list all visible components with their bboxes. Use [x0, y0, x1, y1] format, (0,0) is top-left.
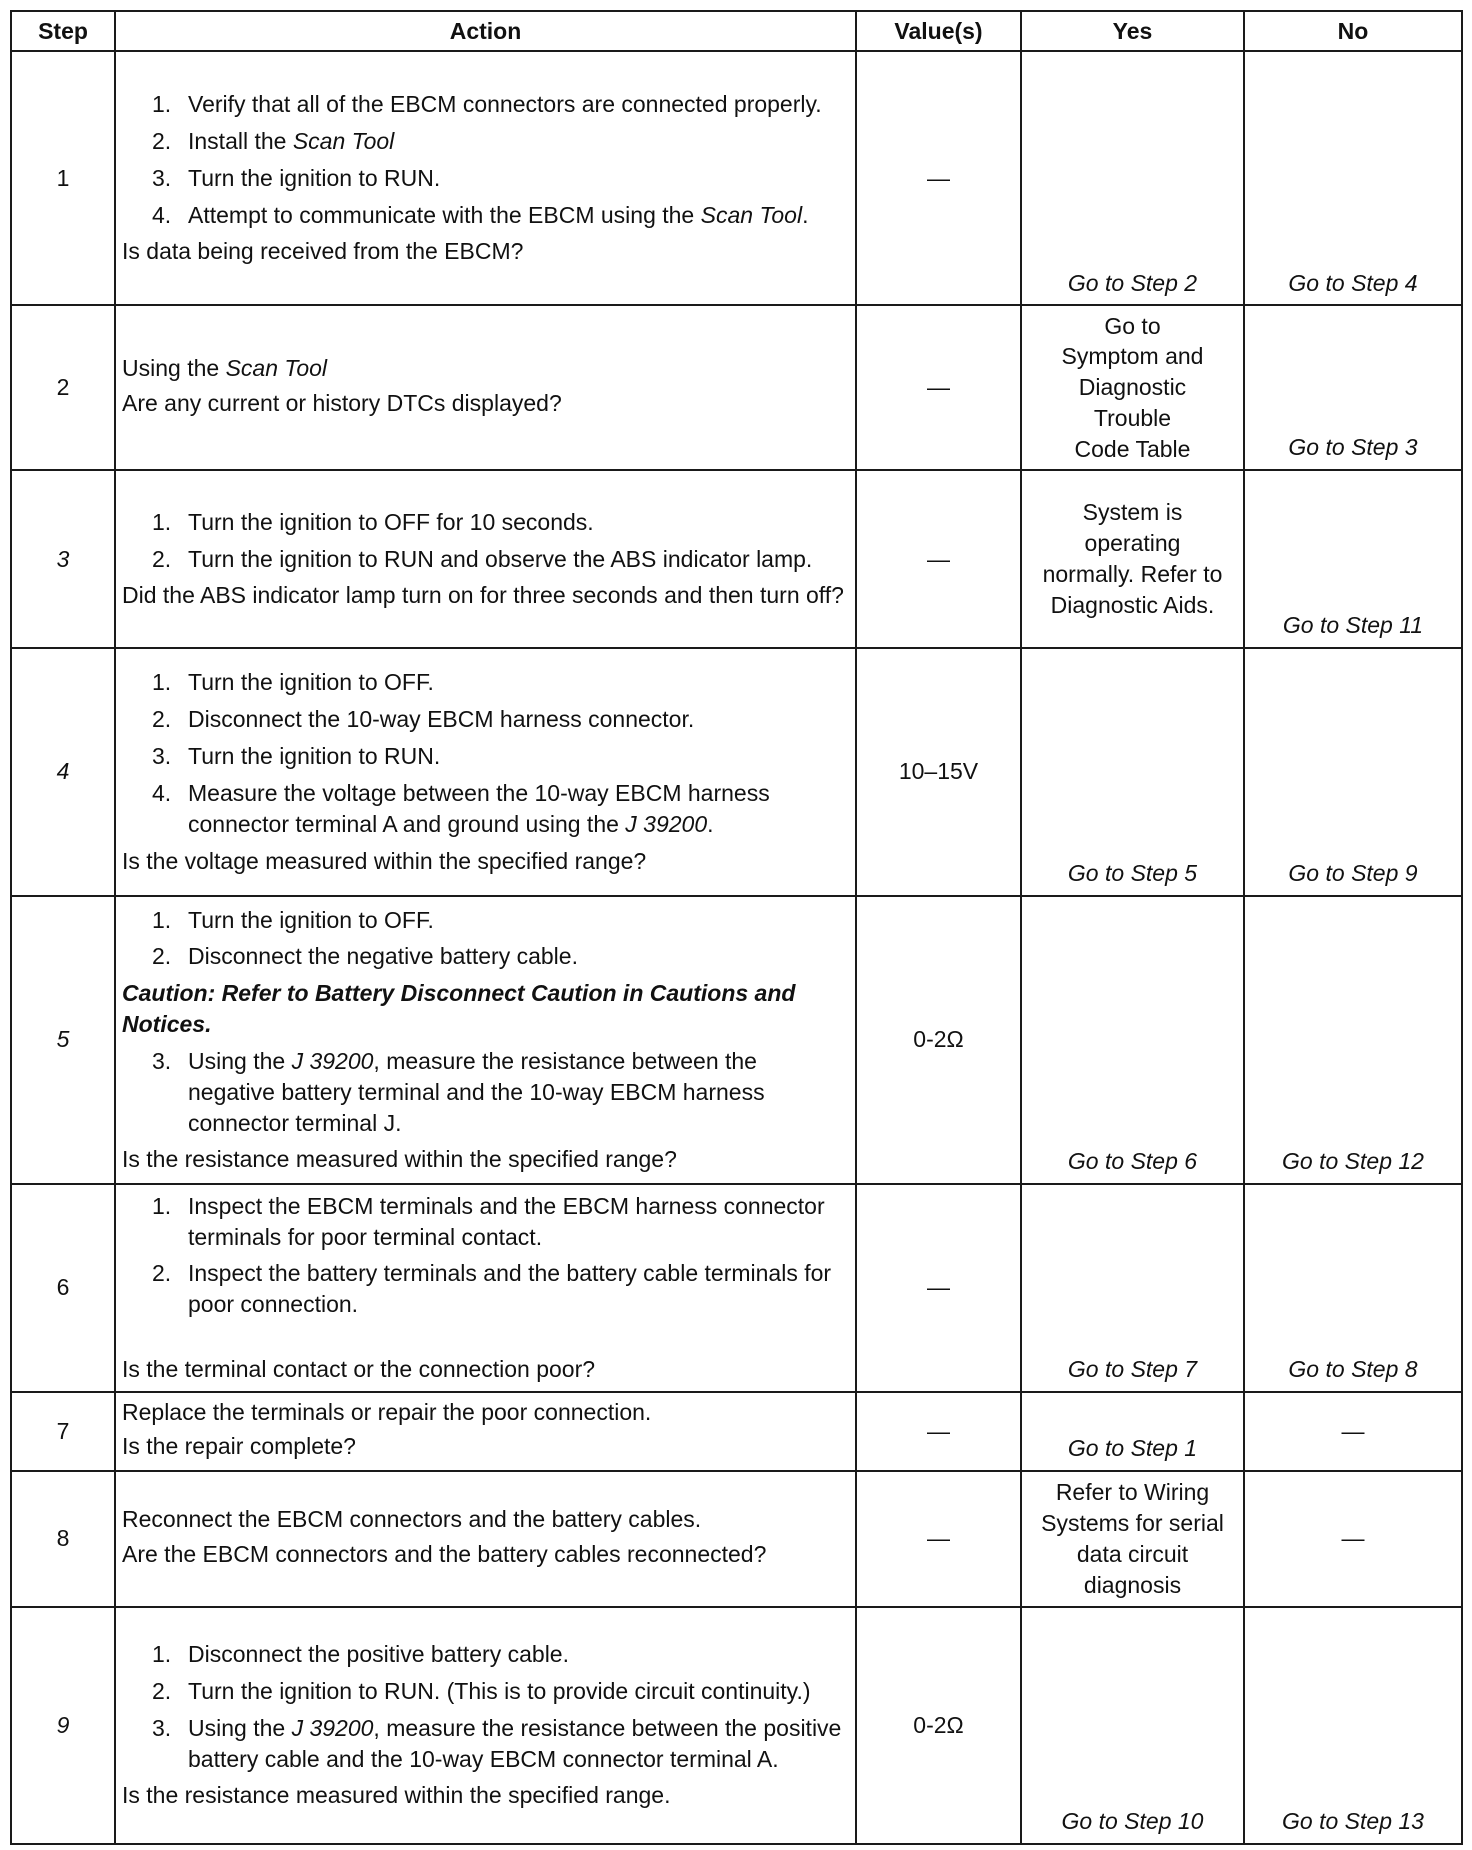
yes-cell: Go to Step 6: [1021, 896, 1244, 1185]
action-cell: Replace the terminals or repair the poor connection. Is the repair complete?: [115, 1392, 856, 1472]
no-cell: Go to Step 12: [1244, 896, 1462, 1185]
step-number: 4: [11, 648, 115, 895]
list-item: 4. Attempt to communicate with the EBCM using the Scan Tool.: [152, 201, 809, 228]
header-row: [11, 11, 1462, 51]
value-cell: 0-2Ω: [856, 1607, 1021, 1844]
value-cell: —: [856, 1184, 1021, 1391]
no-cell: Go to Step 8: [1244, 1184, 1462, 1391]
question: Is the repair complete?: [122, 1433, 356, 1460]
action-cell: [115, 648, 856, 895]
caution-note: Caution: Refer to Battery Disconnect Caution in Cautions and Notices.: [122, 980, 796, 1038]
action-cell: [115, 470, 856, 648]
header-action: Action: [115, 11, 856, 51]
no-cell: Go to Step 4: [1244, 51, 1462, 305]
step-number: 6: [11, 1184, 115, 1391]
question: Is the voltage measured within the specified range?: [122, 847, 647, 874]
step-number: 9: [11, 1607, 115, 1844]
no-cell: —: [1244, 1471, 1462, 1606]
value-cell: —: [856, 470, 1021, 648]
header-yes: Yes: [1021, 11, 1244, 51]
yes-cell: Go to Step 5: [1021, 648, 1244, 895]
action-cell: [115, 1607, 856, 1844]
action-cell: [115, 51, 856, 305]
question: Is the resistance measured within the specified range.: [122, 1782, 671, 1809]
step-number: 5: [11, 896, 115, 1185]
header-no: No: [1244, 11, 1462, 51]
list-item: 3. Turn the ignition to RUN.: [152, 743, 441, 770]
yes-cell: Go to Step 2: [1021, 51, 1244, 305]
yes-cell: Go to Step 7: [1021, 1184, 1244, 1391]
value-cell: —: [856, 51, 1021, 305]
question: Are the EBCM connectors and the battery cables reconnected?: [122, 1540, 767, 1567]
step-number: 7: [11, 1392, 115, 1472]
action-cell: Using the Scan Tool Are any current or history DTCs displayed?: [115, 305, 856, 469]
no-cell: Go to Step 9: [1244, 648, 1462, 895]
list-item: 3. Turn the ignition to RUN.: [152, 164, 441, 191]
list-item: 2. Disconnect the negative battery cable.: [152, 943, 578, 970]
yes-cell: Go to Step 1: [1021, 1392, 1244, 1472]
yes-cell: System is operating normally. Refer to Diagnostic Aids.: [1021, 470, 1244, 648]
value-cell: 0-2Ω: [856, 896, 1021, 1185]
value-cell: —: [856, 1392, 1021, 1472]
table-row: [11, 305, 1462, 469]
value-cell: —: [856, 1471, 1021, 1606]
question: Is the resistance measured within the specified range?: [122, 1146, 677, 1173]
no-cell: Go to Step 3: [1244, 305, 1462, 469]
action-cell: [115, 1184, 856, 1391]
table-row: [11, 470, 1462, 648]
yes-cell: Go to Step 10: [1021, 1607, 1244, 1844]
list-item: 1. Turn the ignition to OFF.: [152, 669, 434, 696]
step-number: 2: [11, 305, 115, 469]
value-cell: 10–15V: [856, 648, 1021, 895]
no-cell: —: [1244, 1392, 1462, 1472]
list-item: 1. Turn the ignition to OFF for 10 seconds.: [152, 508, 594, 535]
action-cell: [115, 896, 856, 1185]
table-row: [11, 896, 1462, 1185]
list-item: 2. Turn the ignition to RUN. (This is to provide circuit continuity.): [152, 1678, 811, 1705]
list-item: 2. Install the Scan Tool: [152, 128, 395, 155]
no-cell: Go to Step 11: [1244, 470, 1462, 648]
table-row: [11, 648, 1462, 895]
list-item: 1. Disconnect the positive battery cable.: [152, 1641, 569, 1668]
question: Did the ABS indicator lamp turn on for three seconds and then turn off?: [122, 582, 844, 609]
action-cell: Reconnect the EBCM connectors and the battery cables. Are the EBCM connectors and the battery cables reconnected?: [115, 1471, 856, 1606]
step-number: 8: [11, 1471, 115, 1606]
list-item: 4. Measure the voltage between the 10-way EBCM harness connector terminal A and ground using the J 39200.: [152, 779, 770, 837]
list-item: 2. Disconnect the 10-way EBCM harness connector.: [152, 706, 695, 733]
list-item: 1. Turn the ignition to OFF.: [152, 906, 434, 933]
value-cell: —: [856, 305, 1021, 469]
header-step: Step: [11, 11, 115, 51]
table-row: [11, 51, 1462, 305]
table-row: [11, 1184, 1462, 1391]
list-item: 2. Turn the ignition to RUN and observe the ABS indicator lamp.: [152, 545, 813, 572]
table-row: [11, 1392, 1462, 1472]
no-cell: Go to Step 13: [1244, 1607, 1462, 1844]
table-row: [11, 1607, 1462, 1844]
list-item: 2. Inspect the battery terminals and the battery cable terminals for poor connection.: [152, 1260, 832, 1318]
step-number: 1: [11, 51, 115, 305]
yes-cell: Go to Symptom and Diagnostic Trouble Code Table: [1021, 305, 1244, 469]
table-row: [11, 1471, 1462, 1606]
list-item: 3. Using the J 39200, measure the resistance between the negative battery terminal and the 10-way EBCM harness connector terminal J.: [152, 1047, 765, 1136]
question: Is the terminal contact or the connection poor?: [122, 1356, 596, 1383]
list-item: 1. Inspect the EBCM terminals and the EBCM harness connector terminals for poor terminal contact.: [152, 1192, 825, 1250]
question: Is data being received from the EBCM?: [122, 238, 524, 265]
step-number: 3: [11, 470, 115, 648]
list-item: 3. Using the J 39200, measure the resistance between the positive battery cable and the 10-way EBCM connector terminal A.: [152, 1714, 842, 1772]
header-values: Value(s): [856, 11, 1021, 51]
yes-cell: Refer to Wiring Systems for serial data circuit diagnosis: [1021, 1471, 1244, 1606]
diagnostic-table: [10, 10, 1463, 1845]
list-item: 1. Verify that all of the EBCM connectors are connected properly.: [152, 91, 822, 118]
question: Are any current or history DTCs displayed?: [122, 389, 562, 416]
